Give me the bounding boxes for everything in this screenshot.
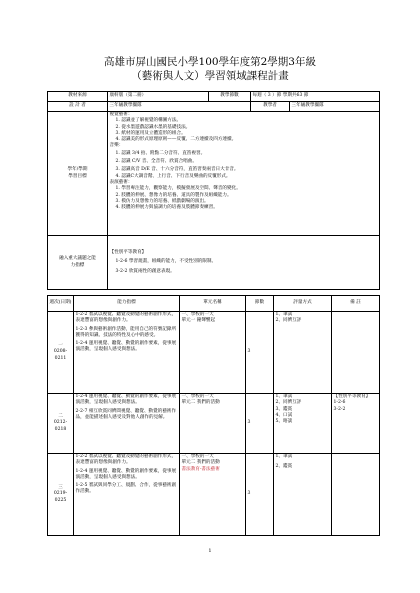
evaluation-cell: 1、筆試 2、同儕互評 [274,312,332,394]
teacher-value: 三年級教學團隊 [290,102,380,112]
weekly-schedule-table [47,295,380,536]
visual-item: 2. 從水墨遊戲認識水墨的基礎技法。 [115,124,191,130]
week-cell: 三 0219-0225 [48,454,74,536]
sessions-cell: 3 [246,312,274,394]
goals-content [108,112,380,236]
perform-item: 1. 學習專注能力，觀察能力，模擬發展及空間、聲音的變化。 [115,186,241,192]
ability-cell: 1-2-4 運用視覺、聽覺、動覺的創作要素，從事展演活動，呈現個人感受與想法。 2-2-7 相互欣賞同儕間視覺、聽覺、動覺的藝術作品，並能描述個人感受及對他人創作的見解。 [74,394,180,454]
table-row [48,312,380,394]
evaluation-cell: 1、筆試 2、同儕互評 3、鑑賞 4、口試 5、晤談 [274,394,332,454]
header-remarks: 備 註 [332,296,380,312]
table-row [48,454,380,536]
document-title: 高雄市屏山國民小學100學年度第2學期3年級 [104,56,316,68]
ability-cell: 1-2-2 嘗試以視覺、聽覺及動覺的藝術創作形式，表達豐富的想像與創作力。 1-2-3 參與藝術創作活動，能用自己的符號記錄所獲得的知識、技法的特性及心中的感受。 1-2-4 運用視覺、聽覺、動覺的創作要素，從事展演活動，呈現個人感受與想法。 [74,312,180,394]
header-sessions: 節數 [246,296,274,312]
sessions-cell: 3 [246,394,274,454]
week-cell: 一 0208-0211 [48,312,74,394]
goals-label: 學年/學期 學習目標 [48,112,108,236]
ability-cell: 1-2-2 嘗試以視覺、聽覺及動覺的藝術創作形式，表達豐富的想像與創作力。 1-2-4 運用視覺、聽覺、動覺的創作要素，從事展演活動，呈現個人感受與想法。 1-2-5 嘗試與同學分工、規劃、合作，從事藝術創作活動。 [74,454,180,536]
week-cell: 二 0212-0218 [48,394,74,454]
table-row [48,394,380,454]
perform-item: 3. 模仿力及想像力的培養、紙戲劇場的演出。 [115,198,209,204]
sessions-cell: 3 [246,454,274,536]
issues-content [108,236,380,290]
hours-value: 每週（ 3 ）節 學期共63 節 [251,92,380,102]
plan-info-table [47,91,380,290]
issues-heading: 【性別平等教育】 [109,250,147,256]
issue-item: 1-2-6 學習規畫，組織的能力，不受性別的限制。 [115,259,217,265]
perform-item: 4. 肢體的伸展力與協調力的培養及肢體節奏練習。 [115,205,218,211]
issue-item: 3-2-2 欣賞兩性的創意表現。 [115,268,175,274]
music-item: 2. 認識 C/V 音、全音符、欣賞合唱曲。 [115,158,197,164]
header-evaluation: 評量方式 [274,296,332,312]
designer-label: 設 計 者 [48,102,108,112]
unit-cell: 一、學校的一天 單元二 我們的活動 [180,394,246,454]
remarks-cell [332,454,380,536]
music-item: 1. 認識 3/4 拍、附點二分音符、直笛複習。 [115,150,206,156]
visual-item: 4. 認識美的形式原理原則——反覆、二方連續及四方連續。 [115,137,237,143]
issues-label: 融入重大議題之能 力指標 [48,236,108,290]
remarks-cell: 【性別平等教育】 1-2-6 3-2-2 [332,394,380,454]
textbook-label: 教材來源 [48,92,108,102]
perform-heading: 表演藝術： [109,180,133,186]
perform-item: 2. 肢體的伸展、想像力的培養、道具的製作及組織能力。 [115,192,232,198]
music-item: 4. 認識C大調音階、上行音、下行音及樂曲的反覆形式。 [115,173,231,179]
evaluation-cell: 1、筆試 2、鑑賞 [274,454,332,536]
hours-label: 教學節數 [209,92,251,102]
teacher-label: 教學者 [251,102,290,112]
music-heading: 音樂： [109,143,124,149]
header-week: 週次(日期) [48,296,74,312]
textbook-value: 康軒版（第二冊） [108,92,209,102]
unit-highlight: 書法教育-書法藝術 [181,466,220,472]
header-ability: 能力指標 [74,296,180,312]
unit-cell: 一、學校的一天 單元一 鐘聲響起 [180,312,246,394]
header-unit: 單元名稱 [180,296,246,312]
page-number: 1 [208,548,212,554]
designer-value: 三年級教學團隊 [108,102,251,112]
visual-item: 3. 紙材的運用及立體造形的組合。 [115,130,186,136]
remarks-cell [332,312,380,394]
unit-cell: 一、學校的一天 單元二 我們的活動 書法教育-書法藝術 [180,454,246,536]
document-subtitle: （藝術與人文）學習領域課程計畫 [131,70,289,82]
music-item: 3. 認識高音 D/E 音、十六分音符，直笛習奏兩音日大廿音。 [115,166,239,172]
visual-item: 1. 認識並了解視覺的構圖方法。 [115,118,182,124]
visual-heading: 視覺藝術： [109,112,133,117]
